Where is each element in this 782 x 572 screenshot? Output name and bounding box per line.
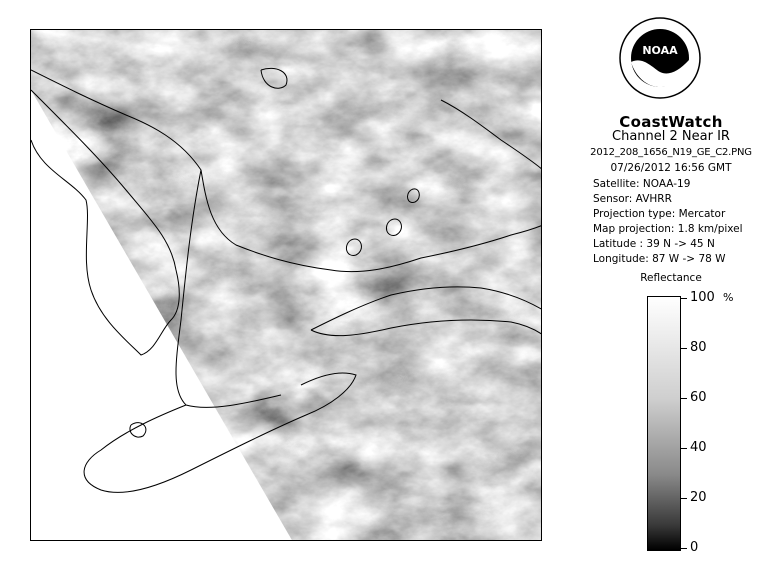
- file-name: 2012_208_1656_N19_GE_C2.PNG: [590, 147, 752, 158]
- colorbar-tick: [681, 398, 687, 399]
- colorbar-tick: [681, 298, 687, 299]
- satellite-imagery: [31, 30, 542, 541]
- colorbar-label: Reflectance: [640, 272, 702, 284]
- colorbar-tick-label: 0: [690, 540, 699, 555]
- satellite-image-map: [30, 29, 542, 541]
- longitude-info: Longitude: 87 W -> 78 W: [593, 253, 726, 265]
- channel-title: Channel 2 Near IR: [612, 129, 730, 144]
- latitude-info: Latitude : 39 N -> 45 N: [593, 238, 715, 250]
- colorbar-tick-label: 80: [690, 340, 707, 355]
- map-projection-info: Map projection: 1.8 km/pixel: [593, 223, 743, 235]
- logo-text: NOAA: [642, 44, 678, 57]
- colorbar-tick-label: 60: [690, 390, 707, 405]
- date-time: 07/26/2012 16:56 GMT: [610, 162, 732, 174]
- colorbar-tick-label: 40: [690, 440, 707, 455]
- colorbar-tick: [681, 448, 687, 449]
- satellite-info: Satellite: NOAA-19: [593, 178, 691, 190]
- colorbar-tick: [681, 348, 687, 349]
- colorbar-tick-label: 100: [690, 290, 715, 305]
- reflectance-colorbar: [647, 296, 681, 551]
- projection-type-info: Projection type: Mercator: [593, 208, 726, 220]
- app-title: CoastWatch: [619, 113, 723, 131]
- noaa-logo-icon: [618, 16, 702, 100]
- colorbar-tick: [681, 548, 687, 549]
- colorbar-unit: %: [723, 291, 734, 304]
- colorbar-tick: [681, 498, 687, 499]
- sensor-info: Sensor: AVHRR: [593, 193, 672, 205]
- colorbar-tick-label: 20: [690, 490, 707, 505]
